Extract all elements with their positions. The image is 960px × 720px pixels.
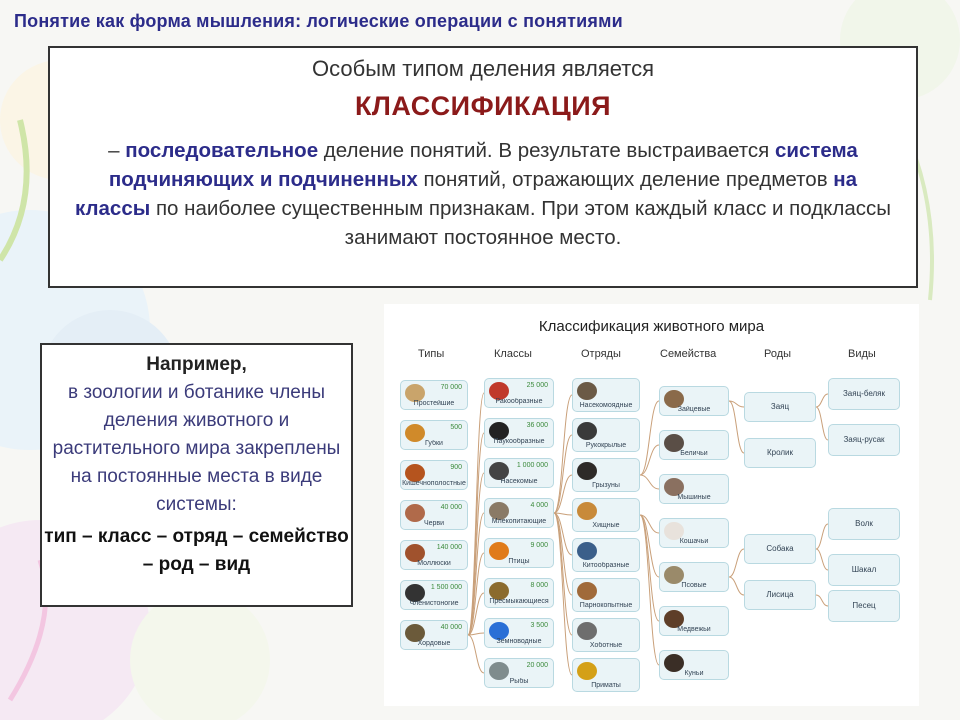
class-count: 3 500: [530, 622, 548, 629]
family-label: Беличьи: [680, 450, 708, 457]
family-label: Зайцевые: [677, 406, 711, 413]
definition-text-1: –: [108, 139, 126, 162]
header-families: Семейства: [660, 348, 717, 360]
class-label: Земноводные: [496, 638, 542, 645]
genus-node: Кролик: [744, 438, 816, 468]
class-node: [484, 618, 554, 648]
order-label: Хищные: [592, 522, 620, 529]
class-label: Рыбы: [509, 678, 529, 685]
class-node: [484, 538, 554, 568]
connector-line: [816, 595, 828, 606]
animal-classification-diagram: [384, 304, 919, 706]
order-label: Рукокрылые: [585, 442, 627, 449]
definition-text-2: деление понятий. В результате выстраивается: [318, 139, 775, 162]
definition-box: [48, 46, 918, 288]
order-image: [577, 622, 597, 640]
type-count: 70 000: [440, 384, 462, 391]
class-label: Птицы: [508, 558, 530, 565]
class-label: Пресмыкающиеся: [489, 598, 549, 605]
type-label: Черви: [423, 520, 445, 527]
species-node: Шакал: [828, 554, 900, 586]
type-node: [400, 620, 468, 650]
connector-line: [640, 515, 659, 665]
connector-line: [468, 433, 484, 635]
connector-line: [468, 635, 484, 673]
type-node: [400, 500, 468, 530]
example-heading: Например,: [146, 354, 247, 375]
slide-title: Понятие как форма мышления: логические операции с понятиями: [14, 11, 623, 31]
family-label: Мышиные: [677, 494, 711, 501]
order-label: Китообразные: [582, 562, 630, 569]
connector-line: [816, 407, 828, 440]
class-node: [484, 498, 554, 528]
connector-line: [729, 577, 744, 595]
order-label: Хоботные: [589, 642, 623, 649]
connector-line: [554, 513, 572, 635]
connector-line: [468, 473, 484, 635]
family-label: Кошачьи: [679, 538, 709, 545]
type-label: Членистоногие: [409, 600, 459, 607]
family-node: [659, 386, 729, 416]
type-node: [400, 580, 468, 610]
order-node: [572, 418, 640, 452]
type-label: Губки: [425, 440, 443, 447]
family-label: Медвежьи: [677, 626, 711, 633]
class-count: 36 000: [526, 422, 548, 429]
family-node: [659, 650, 729, 680]
order-label: Приматы: [591, 682, 621, 689]
genus-node: Собака: [744, 534, 816, 564]
class-label: Млекопитающие: [491, 518, 547, 525]
class-node: [484, 378, 554, 408]
type-label: Хордовые: [417, 640, 451, 647]
type-node: [400, 420, 468, 450]
connector-line: [554, 513, 572, 675]
header-types: Типы: [418, 348, 445, 360]
order-image: [577, 502, 597, 520]
order-image: [577, 382, 597, 400]
order-image: [577, 422, 597, 440]
family-node: [659, 518, 729, 548]
order-node: [572, 498, 640, 532]
type-node: [400, 540, 468, 570]
type-count: 900: [450, 464, 462, 471]
species-node: Песец: [828, 590, 900, 622]
class-count: 25 000: [526, 382, 548, 389]
order-image: [577, 462, 597, 480]
type-label: Кишечнополостные: [402, 480, 466, 487]
class-label: Ракообразные: [495, 398, 543, 405]
order-image: [577, 582, 597, 600]
type-count: 40 000: [440, 504, 462, 511]
definition-bold-2: система подчиняющих и подчиненных: [108, 139, 858, 191]
class-count: 8 000: [530, 582, 548, 589]
class-count: 4 000: [530, 502, 548, 509]
connector-line: [729, 549, 744, 577]
order-node: [572, 538, 640, 572]
class-count: 9 000: [530, 542, 548, 549]
type-count: 1 500 000: [430, 584, 462, 591]
order-node: [572, 618, 640, 652]
connector-line: [640, 401, 659, 475]
class-node: [484, 458, 554, 488]
definition-body: [70, 136, 896, 252]
type-label: Простейшие: [413, 400, 455, 407]
example-body: в зоологии и ботанике члены деления животного и растительного мира закреплены на постоянные места в виде системы:: [52, 382, 341, 515]
species-node: Заяц-русак: [828, 424, 900, 456]
class-node: [484, 658, 554, 688]
order-image: [577, 542, 597, 560]
order-node: [572, 458, 640, 492]
order-label: Грызуны: [592, 482, 620, 489]
header-classes: Классы: [494, 348, 532, 360]
definition-bold-1: последовательное: [125, 139, 319, 162]
connector-line: [816, 394, 828, 407]
genus-node: Заяц: [744, 392, 816, 422]
type-node: [400, 460, 468, 490]
order-label: Парнокопытные: [579, 602, 633, 609]
species-node: Заяц-беляк: [828, 378, 900, 410]
definition-term: КЛАССИФИКАЦИЯ: [354, 91, 612, 121]
genus-node: Лисица: [744, 580, 816, 610]
definition-intro: Особым типом деления является: [312, 56, 654, 81]
diagram-title: Классификация животного мира: [538, 318, 765, 335]
class-label: Насекомые: [500, 478, 538, 485]
type-node: [400, 380, 468, 410]
class-node: [484, 578, 554, 608]
definition-text-4: по наиболее существенным признакам. При этом каждый класс и подклассы занимают постоянное место.: [150, 197, 891, 249]
family-node: [659, 562, 729, 592]
definition-bold-3: на классы: [75, 168, 858, 220]
example-box: [40, 343, 353, 607]
order-image: [577, 662, 597, 680]
type-count: 40 000: [440, 624, 462, 631]
order-node: [572, 658, 640, 692]
definition-text-3: понятий, отражающих деление предметов: [417, 168, 834, 191]
connector-line: [640, 475, 659, 489]
family-node: [659, 474, 729, 504]
header-genera: Роды: [764, 348, 792, 360]
connector-line: [816, 549, 828, 570]
example-sequence: тип – класс – отряд – семейство – род – вид: [44, 526, 349, 575]
type-count: 140 000: [436, 544, 462, 551]
species-node: Волк: [828, 508, 900, 540]
connector-line: [554, 435, 572, 513]
family-label: Куньи: [684, 670, 704, 677]
type-count: 500: [450, 424, 462, 431]
header-species: Виды: [848, 348, 876, 360]
class-label: Паукообразные: [493, 438, 545, 445]
order-node: [572, 578, 640, 612]
class-count: 1 000 000: [516, 462, 548, 469]
connector-line: [729, 401, 744, 453]
order-node: [572, 378, 640, 412]
family-node: [659, 430, 729, 460]
family-label: Псовые: [681, 582, 707, 589]
order-label: Насекомоядные: [579, 402, 633, 409]
connector-line: [640, 515, 659, 621]
connector-line: [640, 445, 659, 475]
type-label: Моллюски: [417, 560, 451, 567]
class-count: 20 000: [526, 662, 548, 669]
header-orders: Отряды: [581, 348, 621, 360]
class-node: [484, 418, 554, 448]
family-node: [659, 606, 729, 636]
connector-line: [816, 524, 828, 549]
